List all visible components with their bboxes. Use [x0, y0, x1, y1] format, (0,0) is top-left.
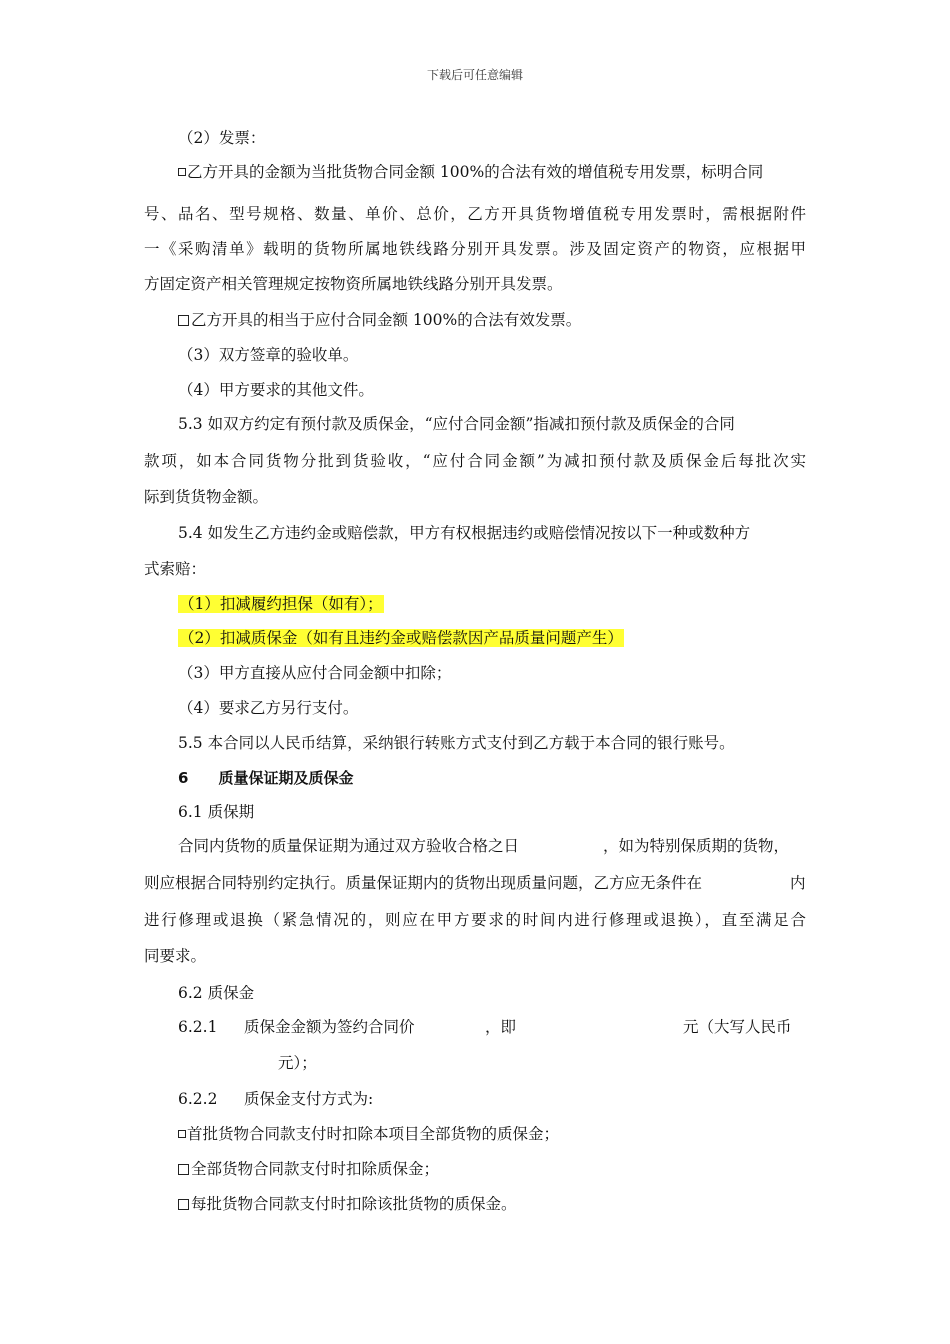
paragraph-line: 际到货货物金额。 — [144, 488, 269, 506]
paragraph-line: 式索赔： — [144, 560, 207, 578]
checkbox-empty-icon[interactable] — [178, 1164, 189, 1175]
paragraph-line: 6.2 质保金 — [178, 984, 255, 1002]
paragraph-line: 一《采购清单》载明的货物所属地铁线路分别开具发票。涉及固定资产的物资，应根据甲 — [144, 240, 806, 258]
highlighted-line: （2）扣减质保金（如有且违约金或赔偿款因产品质量问题产生） — [179, 629, 623, 647]
paragraph-line: 款项，如本合同货物分批到货验收，“应付合同金额”为减扣预付款及质保金后每批次实 — [144, 452, 806, 470]
paragraph-line: 5.5 本合同以人民币结算，采纳银行转账方式支付到乙方载于本合同的银行账号。 — [178, 734, 735, 752]
paragraph-line: 首批货物合同款支付时扣除本项目全部货物的质保金； — [178, 1124, 559, 1144]
paragraph-line: 元（大写人民币 — [683, 1018, 792, 1036]
paragraph-line: 乙方开具的金额为当批货物合同金额 100%的合法有效的增值税专用发票，标明合同 — [178, 162, 763, 182]
paragraph-line: 5.3 如双方约定有预付款及质保金，“应付合同金额”指减扣预付款及质保金的合同 — [178, 415, 735, 433]
paragraph-line: 合同内货物的质量保证期为通过双方验收合格之日 — [178, 837, 520, 855]
paragraph-line: 质保金支付方式为: — [244, 1090, 374, 1108]
paragraph-line: （4）要求乙方另行支付。 — [178, 699, 359, 717]
paragraph-line: 每批货物合同款支付时扣除该批货物的质保金。 — [178, 1194, 517, 1214]
paragraph-line: 进行修理或退换（紧急情况的，则应在甲方要求的时间内进行修理或退换），直至满足合 — [144, 911, 806, 929]
paragraph-invoice-heading: （2）发票： — [178, 129, 266, 147]
checkbox-checked-icon[interactable] — [178, 168, 186, 176]
checkbox-checked-icon[interactable] — [178, 1130, 186, 1138]
paragraph-line: 方固定资产相关管理规定按物资所属地铁线路分别开具发票。 — [144, 275, 563, 293]
paragraph-line: （3）甲方直接从应付合同金额中扣除； — [178, 664, 452, 682]
paragraph-line: 质保金金额为签约合同价 — [244, 1018, 415, 1036]
clause-number: 6.2.1 — [178, 1018, 218, 1036]
clause-number: 6.2.2 — [178, 1090, 218, 1108]
section-number: 6 — [178, 769, 189, 787]
paragraph-line: 则应根据合同特别约定执行。质量保证期内的货物出现质量问题，乙方应无条件在 — [144, 874, 703, 892]
paragraph-line: 全部货物合同款支付时扣除质保金； — [178, 1159, 439, 1179]
section-heading — [178, 768, 353, 788]
paragraph-line: 号、品名、型号规格、数量、单价、总价，乙方开具货物增值税专用发票时，需根据附件 — [144, 205, 806, 223]
paragraph-line: 乙方开具的相当于应付合同金额 100%的合法有效发票。 — [178, 310, 581, 330]
paragraph-line: （3）双方签章的验收单。 — [178, 346, 359, 364]
paragraph-line: 同要求。 — [144, 947, 207, 965]
page-header: 下载后可任意编辑 — [426, 68, 523, 82]
checkbox-empty-icon[interactable] — [178, 315, 189, 326]
section-title: 质量保证期及质保金 — [218, 769, 354, 787]
paragraph-line: ，即 — [485, 1018, 517, 1036]
paragraph-line: 6.1 质保期 — [178, 803, 255, 821]
paragraph-line: 5.4 如发生乙方违约金或赔偿款，甲方有权根据违约或赔偿情况按以下一种或数种方 — [178, 524, 751, 542]
paragraph-line: 内 — [790, 874, 806, 892]
paragraph-line: 元）； — [278, 1054, 317, 1072]
checkbox-empty-icon[interactable] — [178, 1199, 189, 1210]
highlighted-line: （1）扣减履约担保（如有）； — [179, 595, 383, 613]
paragraph-line: ，如为特别保质期的货物， — [603, 837, 790, 855]
paragraph-line: （4）甲方要求的其他文件。 — [178, 381, 374, 399]
